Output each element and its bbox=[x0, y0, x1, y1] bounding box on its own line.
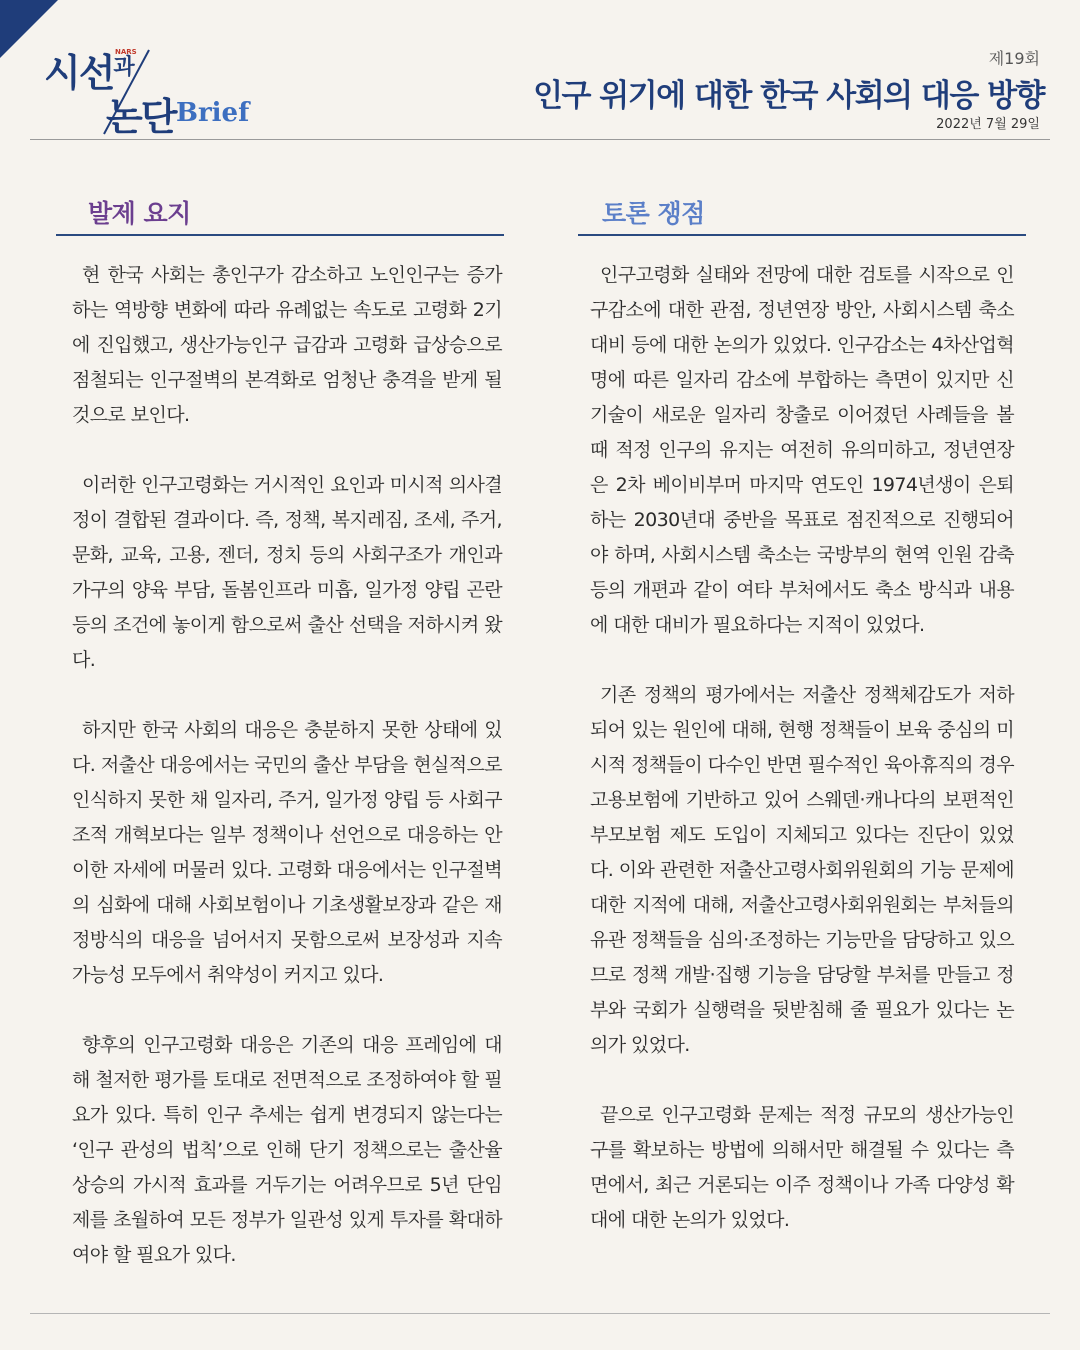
logo-line1: 시선$^과$ bbox=[44, 51, 135, 95]
paragraph: 기존 정책의 평가에서는 저출산 정책체감도가 저하되어 있는 원인에 대해, 현행 정책들이 보육 중심의 미시적 정책들이 다수인 반면 필수적인 육아휴직의 경우 고용보험에 기반하고 있어 스웨덴·캐나다의 보편적인 부모보험 제도 도입이 지체되고 있다는 진단이 있었다. 이와 관련한 저출산고령사회위원회의 기능 문제에 대한 지적에 대해, 저출산고령사회위원회는 부처들의 유관 정책들을 심의·조정하는 기능만을 담당하고 있으므로 정책 개발·집행 기능을 담당할 부처를 만들고 정부와 국회가 실행력을 뒷받침해 줄 필요가 있다는 논의가 있었다. bbox=[590, 684, 1014, 1056]
brand-logo bbox=[44, 42, 254, 137]
header-divider bbox=[30, 139, 1050, 140]
paragraph: 현 한국 사회는 총인구가 감소하고 노인인구는 증가하는 역방향 변화에 따라 유례없는 속도로 고령화 2기에 진입했고, 생산가능인구 급감과 고령화 급상승으로 점철되는 인구절벽의 본격화로 엄청난 충격을 받게 될 것으로 보인다. bbox=[72, 264, 502, 426]
paragraph: 이러한 인구고령화는 거시적인 요인과 미시적 의사결정이 결합된 결과이다. 즉, 정책, 복지레짐, 조세, 주거, 문화, 교육, 고용, 젠더, 정치 등의 사회구조가 개인과 가구의 양육 부담, 돌봄인프라 미흡, 일가정 양립 곤란 등의 조건에 놓이게 함으로써 출산 선택을 저하시켜 왔다. bbox=[72, 474, 502, 671]
logo-line2: 논단 bbox=[106, 95, 176, 139]
page-title: 인구 위기에 대한 한국 사회의 대응 방향 bbox=[533, 78, 1044, 114]
paragraph: 인구고령화 실태와 전망에 대한 검토를 시작으로 인구감소에 대한 관점, 정년연장 방안, 사회시스템 축소 대비 등에 대한 논의가 있었다. 인구감소는 4차산업혁명에 따른 일자리 감소에 부합하는 측면이 있지만 신기술이 새로운 일자리 창출로 이어졌던 사례들을 볼 때 적정 인구의 유지는 여전히 유의미하고, 정년연장은 2차 베이비부머 마지막 연도인 1974년생이 은퇴하는 2030년대 중반을 목표로 점진적으로 진행되어야 하며, 사회시스템 축소는 국방부의 현역 인원 감축 등의 개편과 같이 여타 부처에서도 축소 방식과 내용에 대한 대비가 필요하다는 지적이 있었다. bbox=[590, 264, 1014, 636]
paragraph: 끝으로 인구고령화 문제는 적정 규모의 생산가능인구를 확보하는 방법에 의해서만 해결될 수 있다는 측면에서, 최근 거론되는 이주 정책이나 가족 다양성 확대에 대한 논의가 있었다. bbox=[590, 1104, 1014, 1231]
heading-underline bbox=[56, 234, 504, 236]
section-heading-presentation: 발제 요지 bbox=[88, 199, 191, 228]
paragraph: 하지만 한국 사회의 대응은 충분하지 못한 상태에 있다. 저출산 대응에서는 국민의 출산 부담을 현실적으로 인식하지 못한 채 일자리, 주거, 일가정 양립 등 사회구조적 개혁보다는 일부 정책이나 선언으로 대응하는 안이한 자세에 머물러 있다. 고령화 대응에서는 인구절벽의 심화에 대해 사회보험이나 기초생활보장과 같은 재정방식의 대응을 넘어서지 못함으로써 보장성과 지속가능성 모두에서 취약성이 커지고 있다. bbox=[72, 719, 502, 986]
presentation-summary-column bbox=[56, 196, 504, 1308]
section-body bbox=[578, 258, 1026, 1238]
publish-date: 2022년 7월 29일 bbox=[936, 117, 1040, 132]
section-heading-discussion: 토론 쟁점 bbox=[602, 199, 705, 228]
section-body bbox=[56, 258, 504, 1273]
issue-number: 제19회 bbox=[988, 49, 1040, 68]
heading-underline bbox=[578, 234, 1026, 236]
footer-divider bbox=[30, 1313, 1050, 1314]
logo-nars: NARS bbox=[115, 48, 137, 56]
discussion-issues-column bbox=[578, 196, 1026, 1273]
logo-brief: Brief bbox=[176, 98, 250, 128]
paragraph: 향후의 인구고령화 대응은 기존의 대응 프레임에 대해 철저한 평가를 토대로 전면적으로 조정하여야 할 필요가 있다. 특히 인구 추세는 쉽게 변경되지 않는다는 ‘인구 관성의 법칙’으로 인해 단기 정책으로는 출산율 상승의 가시적 효과를 거두기는 어려우므로 5년 단임제를 초월하여 모든 정부가 일관성 있게 투자를 확대하여야 할 필요가 있다. bbox=[72, 1034, 502, 1266]
